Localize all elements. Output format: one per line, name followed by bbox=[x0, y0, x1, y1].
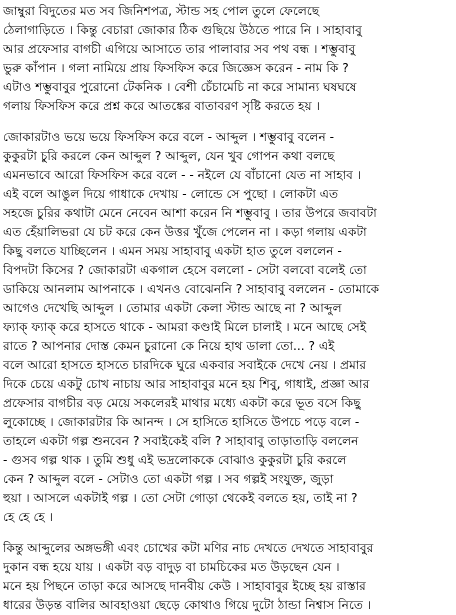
text-line: এত হেঁয়ালিভরা যে চট করে কেন উত্তর খুঁজে পেলেন না । কড়া গলায় একটা bbox=[3, 225, 367, 239]
text-line: জাম্বুরা বিদুতের মত সব জিনিশপত্র, স্টান্ড সহ পোল তুলে ফেলেছে bbox=[3, 4, 320, 18]
text-line: ঠেলাগাড়িতে । কিন্তু বেচারা জোকার ঠিক গুছিয়ে উঠতে পারে নি । সাহাবাবু bbox=[3, 23, 362, 37]
text-line: হে হে হে । bbox=[3, 510, 54, 524]
text-line: ডাকিয়ে আনলাম আপনাকে । এখনও বোঝেননি ? সাহাবাবু বললেন - তোমাকে bbox=[3, 282, 380, 296]
paragraph-2 bbox=[3, 128, 453, 527]
text-line: রাতে ? আপনার দোস্ত কেমন চুরানো কে নিয়ে হাথ ডালা তো... ? এই bbox=[3, 339, 335, 353]
text-line: দুকান বন্ধ হয়ে যায় । একটা বড় বাদুড় বা চামচিকের মত উড়ছেন যেন । bbox=[3, 560, 340, 574]
text-line: লুকোচ্ছে । জোকারটার কি আনন্দ । সে হাসিতে হাসিতে উপচে পড়ে বলে - bbox=[3, 415, 360, 429]
text-line: কিন্তু আব্দুলের অঙ্গভঙ্গী এবং চোখের কটা মণির নাচ দেখতে দেখতে সাহাবাবুর bbox=[3, 541, 374, 555]
text-line: প্রফেসার বাগচীর বড় মেয়ে সকলেরই মাথার মধ্যে একটা করে ভূত বসে কিছু bbox=[3, 396, 361, 410]
text-line: এই বলে আঙুল দিয়ে গাধাকে দেখায় - লোন্ডে সে পুছো । লোকটা এত bbox=[3, 187, 339, 201]
text-line: বলে আরো হাসতে হাসতে চারদিকে ঘুরে একবার সবাইকে দেখে নেয় । প্রমার bbox=[3, 358, 367, 372]
text-line: এটাও শম্ভুবাবুর পুরোনো টেকনিক । বেশী চেঁচামেচি না করে সামান্য ঘষঘষে bbox=[3, 80, 357, 94]
text-line: কেন ? আব্দুল বলে - সেটাও তো একটা গল্প । সব গল্পই সংযুক্ত, জুড়া bbox=[3, 472, 334, 486]
text-line: জোকারটাও ভয়ে ভয়ে ফিসফিস করে বলে - আব্দুল । শম্ভুবাবু বলেন - bbox=[3, 130, 334, 144]
text-line: ধারের উড়ন্ত বালির আবহাওয়া ছেড়ে কোথাও গিয়ে দুটো ঠান্ডা নিশ্বাস নিতে । bbox=[3, 598, 372, 612]
text-line: হুয়া । আসলে একটাই গল্প । তো সেটা গোড়া থেকেই বলতে হয়, তাই না ? bbox=[3, 491, 358, 505]
text-line: আগেও দেখেছি আব্দুল । তোমার একটা কেলা স্টান্ড আছে না ? আব্দুল bbox=[3, 301, 342, 315]
text-line: ফ্যাক্ ফ্যাক্ করে হাসতে থাকে - আমরা কণ্ডাই মিলে চালাই । মনে আছে সেই bbox=[3, 320, 367, 334]
text-line: মনে হয় পিছনে তাড়া করে আসছে দানবীয় কেউ । সাহাবাবুর ইচ্ছে হয় রাস্তার bbox=[3, 579, 366, 593]
paragraph-gap bbox=[3, 527, 453, 539]
text-line: কুকুরটা চুরি করলে কেন আব্দুল ? আব্দুল, যেন খুব গোপন কথা বলছে bbox=[3, 149, 335, 163]
text-line: দিকে চেয়ে একটু চোখ নাচায় আর সাহাবাবুর মনে হয় শিবু, গাধাই, প্রজ্ঞা আর bbox=[3, 377, 370, 391]
text-line: সহজে চুরির কথাটা মেনে নেবেন আশা করেন নি শম্ভুবাবু । তার উপরে জবাবটা bbox=[3, 206, 377, 220]
text-line: তাহলে একটা গল্প শুনবেন ? সবাইকেই বলি ? সাহাবাবু তাড়াতাড়ি বললেন bbox=[3, 434, 359, 448]
paragraph-3 bbox=[3, 539, 453, 615]
paragraph-1 bbox=[3, 2, 453, 116]
paragraph-gap bbox=[3, 116, 453, 128]
text-line: এমনভাবে আরো ফিসফিস করে বলে - - নইলে যে বাঁচানো যেত না সাহাব । bbox=[3, 168, 362, 182]
text-line: আর প্রফেসার বাগচী এগিয়ে আসাতে তার পালাবার সব পথ বন্ধ । শম্ভুবাবু bbox=[3, 42, 356, 56]
text-line: গলায় ফিসফিস করে প্রশ্ন করে আতঙ্কের বাতাবরণ সৃষ্টি করতে হয় । bbox=[3, 99, 320, 113]
text-line: ভুরু কাঁপান । গলা নামিয়ে প্রায় ফিসফিস করে জিজ্ঞেস করেন - নাম কি ? bbox=[3, 61, 349, 75]
text-line: কিছু বলতে যাচ্ছিলেন । এমন সময় সাহাবাবু একটা হাত তুলে বললেন - bbox=[3, 244, 342, 258]
text-line: - গুসব গল্প থাক । তুমি শুধু এই ভদ্রলোককে বোঝাও কুকুরটা চুরি করলে bbox=[3, 453, 347, 467]
text-line: বিপদটা কিসের ? জোকারটা একগাল হেসে বললো - সেটা বলবো বলেই তো bbox=[3, 263, 367, 277]
